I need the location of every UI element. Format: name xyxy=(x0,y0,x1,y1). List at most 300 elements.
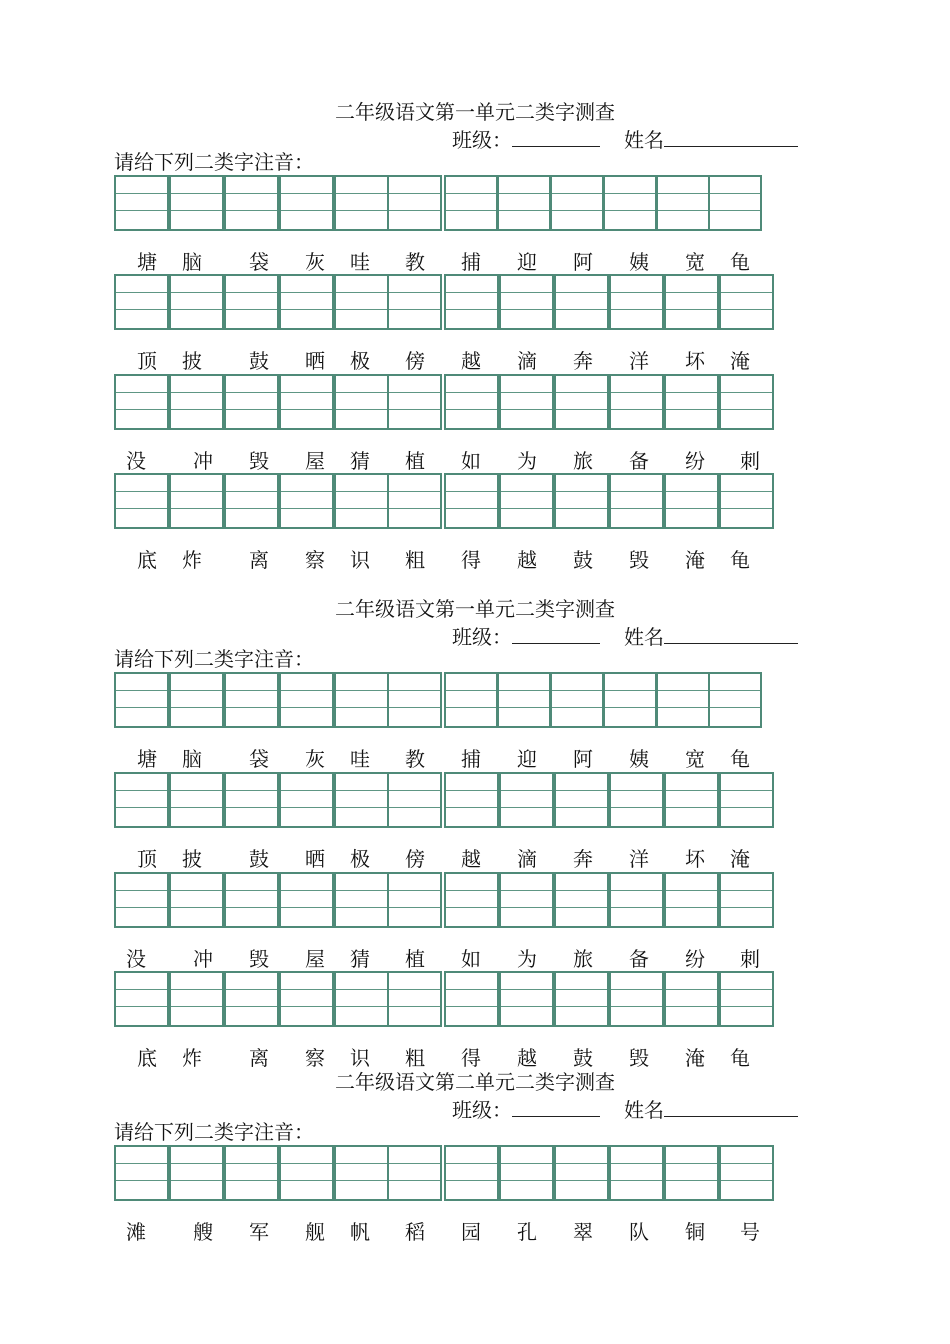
guide-line xyxy=(556,907,607,908)
guide-line xyxy=(336,508,387,509)
chinese-character: 毁 xyxy=(629,1046,649,1070)
chinese-character: 猜 xyxy=(350,947,370,971)
pinyin-writing-box[interactable] xyxy=(114,672,169,728)
pinyin-writing-box[interactable] xyxy=(719,473,774,529)
chinese-character: 越 xyxy=(461,349,481,373)
guide-line xyxy=(226,807,277,808)
name-blank[interactable] xyxy=(664,1096,798,1117)
guide-line xyxy=(605,193,655,194)
class-blank[interactable] xyxy=(512,1096,600,1117)
chinese-character: 如 xyxy=(461,449,481,473)
guide-line xyxy=(171,508,222,509)
pinyin-writing-box[interactable] xyxy=(550,672,604,728)
guide-line xyxy=(446,210,496,211)
pinyin-writing-box[interactable] xyxy=(169,274,224,330)
pinyin-writing-box[interactable] xyxy=(719,872,774,928)
pinyin-writing-box[interactable] xyxy=(224,872,279,928)
chinese-character: 炸 xyxy=(182,548,202,572)
guide-line xyxy=(556,1006,607,1007)
chinese-character: 捕 xyxy=(461,747,481,771)
guide-line xyxy=(501,392,552,393)
guide-line xyxy=(499,210,549,211)
pinyin-writing-box[interactable] xyxy=(499,772,554,828)
pinyin-writing-box[interactable] xyxy=(719,772,774,828)
chinese-character: 灰 xyxy=(305,250,325,274)
guide-line xyxy=(446,292,497,293)
guide-line xyxy=(116,491,167,492)
pinyin-writing-box[interactable] xyxy=(279,473,334,529)
pinyin-writing-box[interactable] xyxy=(609,872,664,928)
pinyin-writing-box[interactable] xyxy=(114,772,169,828)
guide-line xyxy=(226,707,277,708)
chinese-character: 迎 xyxy=(517,250,537,274)
pinyin-writing-box[interactable] xyxy=(656,672,710,728)
guide-line xyxy=(336,907,387,908)
chinese-character: 阿 xyxy=(573,747,593,771)
pinyin-writing-box[interactable] xyxy=(279,971,334,1027)
pinyin-writing-box[interactable] xyxy=(664,1145,719,1201)
pinyin-writing-box[interactable] xyxy=(499,274,554,330)
pinyin-writing-box[interactable] xyxy=(444,672,498,728)
chinese-character: 龟 xyxy=(730,250,750,274)
guide-line xyxy=(116,1006,167,1007)
pinyin-writing-box[interactable] xyxy=(444,872,499,928)
guide-line xyxy=(611,292,662,293)
chinese-character: 晒 xyxy=(305,847,325,871)
pinyin-writing-box[interactable] xyxy=(279,175,334,231)
chinese-character: 植 xyxy=(405,449,425,473)
pinyin-writing-box[interactable] xyxy=(444,374,499,430)
chinese-character: 没 xyxy=(126,947,146,971)
guide-line xyxy=(721,491,772,492)
chinese-character: 如 xyxy=(461,947,481,971)
pinyin-writing-box[interactable] xyxy=(114,274,169,330)
chinese-character: 园 xyxy=(461,1220,481,1244)
guide-line xyxy=(171,309,222,310)
chinese-character: 姨 xyxy=(629,250,649,274)
name-blank[interactable] xyxy=(664,623,798,644)
pinyin-writing-box[interactable] xyxy=(387,473,442,529)
guide-line xyxy=(721,1006,772,1007)
guide-line xyxy=(226,392,277,393)
guide-line xyxy=(171,292,222,293)
pinyin-writing-box[interactable] xyxy=(497,672,551,728)
chinese-character: 淹 xyxy=(730,349,750,373)
pinyin-writing-box[interactable] xyxy=(279,274,334,330)
guide-line xyxy=(389,890,440,891)
guide-line xyxy=(281,1163,332,1164)
pinyin-writing-box[interactable] xyxy=(497,175,551,231)
pinyin-writing-box[interactable] xyxy=(499,1145,554,1201)
guide-line xyxy=(556,989,607,990)
pinyin-writing-box[interactable] xyxy=(387,772,442,828)
pinyin-writing-box[interactable] xyxy=(224,1145,279,1201)
chinese-character: 没 xyxy=(126,449,146,473)
guide-line xyxy=(389,807,440,808)
chinese-character: 屋 xyxy=(305,947,325,971)
chinese-character: 脑 xyxy=(182,250,202,274)
guide-line xyxy=(389,1180,440,1181)
pinyin-writing-box[interactable] xyxy=(554,374,609,430)
guide-line xyxy=(171,690,222,691)
guide-line xyxy=(171,210,222,211)
guide-line xyxy=(446,890,497,891)
guide-line xyxy=(116,309,167,310)
pinyin-writing-box[interactable] xyxy=(554,473,609,529)
pinyin-writing-box[interactable] xyxy=(609,971,664,1027)
guide-line xyxy=(721,890,772,891)
pinyin-writing-box[interactable] xyxy=(664,274,719,330)
pinyin-writing-box[interactable] xyxy=(387,872,442,928)
chinese-character: 姨 xyxy=(629,747,649,771)
chinese-character: 稻 xyxy=(405,1220,425,1244)
guide-line xyxy=(446,1006,497,1007)
chinese-character: 越 xyxy=(461,847,481,871)
pinyin-writing-box[interactable] xyxy=(603,672,657,728)
chinese-character: 捕 xyxy=(461,250,481,274)
guide-line xyxy=(116,392,167,393)
guide-line xyxy=(389,309,440,310)
guide-line xyxy=(721,508,772,509)
pinyin-writing-box[interactable] xyxy=(719,971,774,1027)
pinyin-writing-box[interactable] xyxy=(664,473,719,529)
pinyin-writing-box[interactable] xyxy=(664,872,719,928)
chinese-character: 淹 xyxy=(685,1046,705,1070)
pinyin-writing-box[interactable] xyxy=(279,1145,334,1201)
pinyin-writing-box[interactable] xyxy=(169,1145,224,1201)
guide-line xyxy=(611,309,662,310)
pinyin-writing-box[interactable] xyxy=(169,175,224,231)
chinese-character: 察 xyxy=(305,548,325,572)
guide-line xyxy=(336,491,387,492)
guide-line xyxy=(389,790,440,791)
guide-line xyxy=(446,790,497,791)
guide-line xyxy=(658,193,708,194)
chinese-character: 铜 xyxy=(685,1220,705,1244)
class-blank[interactable] xyxy=(512,623,600,644)
pinyin-writing-box[interactable] xyxy=(719,374,774,430)
chinese-character: 宽 xyxy=(685,747,705,771)
pinyin-writing-box[interactable] xyxy=(664,971,719,1027)
pinyin-writing-box[interactable] xyxy=(334,872,389,928)
pinyin-writing-box[interactable] xyxy=(224,772,279,828)
class-name-line xyxy=(452,126,798,152)
guide-line xyxy=(336,309,387,310)
guide-line xyxy=(446,193,496,194)
guide-line xyxy=(389,491,440,492)
guide-line xyxy=(171,989,222,990)
guide-line xyxy=(721,1180,772,1181)
pinyin-writing-box[interactable] xyxy=(499,473,554,529)
guide-line xyxy=(226,1163,277,1164)
chinese-character: 傍 xyxy=(405,847,425,871)
guide-line xyxy=(389,409,440,410)
guide-line xyxy=(611,807,662,808)
chinese-character: 离 xyxy=(249,1046,269,1070)
guide-line xyxy=(116,807,167,808)
pinyin-writing-box[interactable] xyxy=(224,175,279,231)
chinese-character: 纷 xyxy=(685,449,705,473)
guide-line xyxy=(281,508,332,509)
chinese-character: 洋 xyxy=(629,847,649,871)
chinese-character: 鼓 xyxy=(249,349,269,373)
pinyin-writing-box[interactable] xyxy=(444,1145,499,1201)
guide-line xyxy=(710,690,760,691)
pinyin-writing-box[interactable] xyxy=(169,872,224,928)
pinyin-writing-box[interactable] xyxy=(444,274,499,330)
chinese-character: 舰 xyxy=(305,1220,325,1244)
pinyin-writing-box[interactable] xyxy=(719,1145,774,1201)
guide-line xyxy=(666,989,717,990)
guide-line xyxy=(556,1163,607,1164)
pinyin-writing-box[interactable] xyxy=(387,175,442,231)
pinyin-writing-box[interactable] xyxy=(169,473,224,529)
guide-line xyxy=(389,508,440,509)
class-blank[interactable] xyxy=(512,126,600,147)
class-label: 班级： xyxy=(452,625,512,649)
chinese-character: 旅 xyxy=(573,449,593,473)
pinyin-writing-box[interactable] xyxy=(444,772,499,828)
name-blank[interactable] xyxy=(664,126,798,147)
pinyin-writing-box[interactable] xyxy=(334,672,389,728)
guide-line xyxy=(556,508,607,509)
guide-line xyxy=(171,392,222,393)
guide-line xyxy=(389,1006,440,1007)
pinyin-writing-box[interactable] xyxy=(334,175,389,231)
pinyin-writing-box[interactable] xyxy=(609,274,664,330)
pinyin-writing-box[interactable] xyxy=(387,374,442,430)
guide-line xyxy=(611,907,662,908)
pinyin-writing-box[interactable] xyxy=(114,971,169,1027)
pinyin-writing-box[interactable] xyxy=(387,672,442,728)
guide-line xyxy=(281,1006,332,1007)
pinyin-writing-box[interactable] xyxy=(334,1145,389,1201)
pinyin-writing-box[interactable] xyxy=(444,971,499,1027)
guide-line xyxy=(336,409,387,410)
guide-line xyxy=(336,790,387,791)
pinyin-writing-box[interactable] xyxy=(656,175,710,231)
chinese-character: 炸 xyxy=(182,1046,202,1070)
guide-line xyxy=(336,890,387,891)
guide-line xyxy=(721,309,772,310)
guide-line xyxy=(281,790,332,791)
pinyin-writing-box[interactable] xyxy=(609,772,664,828)
guide-line xyxy=(501,907,552,908)
guide-line xyxy=(721,1163,772,1164)
guide-line xyxy=(721,989,772,990)
pinyin-writing-box[interactable] xyxy=(224,971,279,1027)
pinyin-writing-box[interactable] xyxy=(224,672,279,728)
pinyin-writing-box[interactable] xyxy=(279,772,334,828)
guide-line xyxy=(281,193,332,194)
pinyin-writing-box[interactable] xyxy=(708,672,762,728)
pinyin-writing-box[interactable] xyxy=(554,1145,609,1201)
pinyin-writing-box[interactable] xyxy=(224,473,279,529)
guide-line xyxy=(556,409,607,410)
pinyin-writing-box[interactable] xyxy=(334,971,389,1027)
guide-line xyxy=(556,1180,607,1181)
guide-line xyxy=(446,309,497,310)
guide-line xyxy=(116,907,167,908)
guide-line xyxy=(116,690,167,691)
pinyin-writing-box[interactable] xyxy=(499,971,554,1027)
guide-line xyxy=(666,409,717,410)
pinyin-writing-box[interactable] xyxy=(334,374,389,430)
pinyin-writing-box[interactable] xyxy=(279,672,334,728)
character-row xyxy=(0,1218,950,1246)
guide-line xyxy=(446,1163,497,1164)
pinyin-writing-box[interactable] xyxy=(664,374,719,430)
guide-line xyxy=(389,292,440,293)
pinyin-writing-box[interactable] xyxy=(554,274,609,330)
guide-line xyxy=(171,707,222,708)
pinyin-writing-box[interactable] xyxy=(387,1145,442,1201)
instruction-text: 请给下列二类字注音： xyxy=(114,647,314,671)
guide-line xyxy=(658,707,708,708)
chinese-character: 哇 xyxy=(350,250,370,274)
guide-line xyxy=(336,707,387,708)
guide-line xyxy=(171,790,222,791)
pinyin-writing-box[interactable] xyxy=(708,175,762,231)
class-label: 班级： xyxy=(452,1098,512,1122)
pinyin-writing-box[interactable] xyxy=(334,274,389,330)
pinyin-writing-box[interactable] xyxy=(387,971,442,1027)
name-label: 姓名 xyxy=(624,128,664,152)
pinyin-writing-box[interactable] xyxy=(169,672,224,728)
guide-line xyxy=(556,807,607,808)
pinyin-writing-box[interactable] xyxy=(609,1145,664,1201)
guide-line xyxy=(336,210,387,211)
pinyin-writing-box[interactable] xyxy=(279,374,334,430)
chinese-character: 越 xyxy=(517,548,537,572)
pinyin-writing-box[interactable] xyxy=(334,473,389,529)
chinese-character: 帆 xyxy=(350,1220,370,1244)
guide-line xyxy=(710,193,760,194)
guide-line xyxy=(501,989,552,990)
guide-line xyxy=(552,193,602,194)
guide-line xyxy=(721,907,772,908)
guide-line xyxy=(721,807,772,808)
guide-line xyxy=(556,309,607,310)
guide-line xyxy=(389,907,440,908)
pinyin-writing-box[interactable] xyxy=(664,772,719,828)
character-row xyxy=(0,1044,950,1072)
chinese-character: 底 xyxy=(137,1046,157,1070)
chinese-character: 阿 xyxy=(573,250,593,274)
guide-line xyxy=(666,907,717,908)
pinyin-writing-box[interactable] xyxy=(224,274,279,330)
chinese-character: 塘 xyxy=(137,250,157,274)
chinese-character: 洋 xyxy=(629,349,649,373)
guide-line xyxy=(501,807,552,808)
pinyin-writing-box[interactable] xyxy=(169,971,224,1027)
chinese-character: 冲 xyxy=(193,947,213,971)
pinyin-writing-box[interactable] xyxy=(499,872,554,928)
character-row xyxy=(0,347,950,375)
chinese-character: 鼓 xyxy=(573,548,593,572)
guide-line xyxy=(556,790,607,791)
guide-line xyxy=(281,707,332,708)
guide-line xyxy=(446,690,496,691)
pinyin-writing-box[interactable] xyxy=(554,872,609,928)
pinyin-writing-box[interactable] xyxy=(609,473,664,529)
chinese-character: 龟 xyxy=(730,1046,750,1070)
chinese-character: 为 xyxy=(517,947,537,971)
guide-line xyxy=(336,807,387,808)
chinese-character: 坏 xyxy=(685,349,705,373)
class-name-line xyxy=(452,1096,798,1122)
character-row xyxy=(0,447,950,475)
guide-line xyxy=(281,807,332,808)
chinese-character: 纷 xyxy=(685,947,705,971)
pinyin-writing-box[interactable] xyxy=(169,374,224,430)
guide-line xyxy=(721,292,772,293)
pinyin-writing-box[interactable] xyxy=(444,473,499,529)
pinyin-writing-box[interactable] xyxy=(334,772,389,828)
chinese-character: 为 xyxy=(517,449,537,473)
guide-line xyxy=(721,790,772,791)
pinyin-writing-box[interactable] xyxy=(554,971,609,1027)
pinyin-writing-box[interactable] xyxy=(279,872,334,928)
guide-line xyxy=(721,392,772,393)
guide-line xyxy=(116,292,167,293)
pinyin-writing-box[interactable] xyxy=(603,175,657,231)
character-row xyxy=(0,945,950,973)
guide-line xyxy=(666,508,717,509)
chinese-character: 宽 xyxy=(685,250,705,274)
character-row xyxy=(0,248,950,276)
class-name-line xyxy=(452,623,798,649)
guide-line xyxy=(501,508,552,509)
guide-line xyxy=(501,890,552,891)
worksheet-title: 二年级语文第一单元二类字测查 xyxy=(335,597,615,621)
pinyin-writing-box[interactable] xyxy=(550,175,604,231)
pinyin-writing-box[interactable] xyxy=(114,374,169,430)
guide-line xyxy=(171,193,222,194)
pinyin-writing-box[interactable] xyxy=(169,772,224,828)
instruction-text: 请给下列二类字注音： xyxy=(114,150,314,174)
pinyin-writing-box[interactable] xyxy=(719,274,774,330)
chinese-character: 植 xyxy=(405,947,425,971)
guide-line xyxy=(116,790,167,791)
pinyin-writing-box[interactable] xyxy=(609,374,664,430)
guide-line xyxy=(721,409,772,410)
chinese-character: 底 xyxy=(137,548,157,572)
guide-line xyxy=(226,690,277,691)
guide-line xyxy=(226,907,277,908)
guide-line xyxy=(552,707,602,708)
pinyin-writing-box[interactable] xyxy=(224,374,279,430)
guide-line xyxy=(281,409,332,410)
pinyin-writing-box[interactable] xyxy=(554,772,609,828)
pinyin-writing-box[interactable] xyxy=(114,872,169,928)
guide-line xyxy=(389,1163,440,1164)
pinyin-writing-box[interactable] xyxy=(114,473,169,529)
chinese-character: 淹 xyxy=(730,847,750,871)
guide-line xyxy=(336,989,387,990)
guide-line xyxy=(226,989,277,990)
guide-line xyxy=(501,790,552,791)
pinyin-writing-box[interactable] xyxy=(499,374,554,430)
pinyin-writing-box[interactable] xyxy=(387,274,442,330)
instruction-text: 请给下列二类字注音： xyxy=(114,1120,314,1144)
guide-line xyxy=(281,907,332,908)
chinese-character: 粗 xyxy=(405,1046,425,1070)
pinyin-writing-box[interactable] xyxy=(114,1145,169,1201)
worksheet-title: 二年级语文第二单元二类字测查 xyxy=(335,1070,615,1094)
pinyin-writing-box[interactable] xyxy=(114,175,169,231)
pinyin-writing-box[interactable] xyxy=(444,175,498,231)
